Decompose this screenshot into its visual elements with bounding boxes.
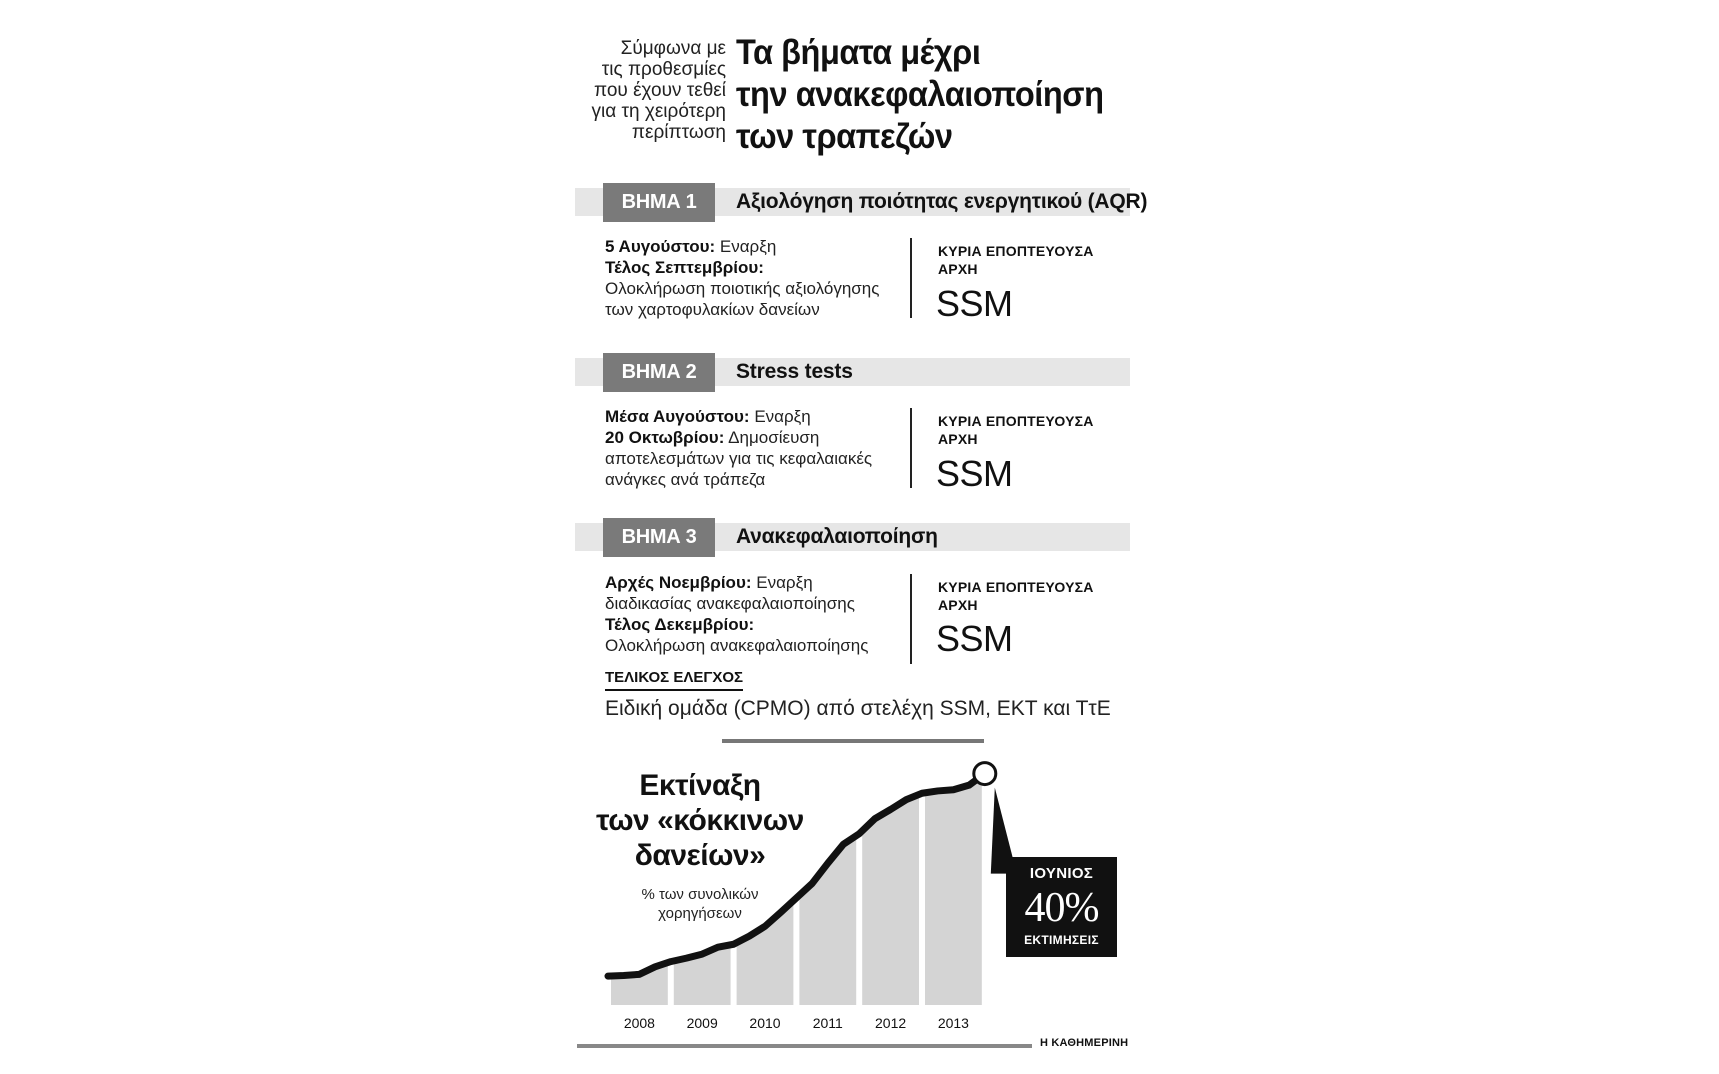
callout-month: ΙΟΥΝΙΟΣ bbox=[1029, 865, 1094, 882]
step-3-authority: SSM bbox=[936, 618, 1013, 659]
step-1-authority: SSM bbox=[936, 283, 1013, 324]
intro-line: που έχουν τεθεί bbox=[594, 80, 726, 101]
chart-title-line: Εκτίναξη bbox=[639, 769, 761, 802]
intro-line: για τη χειρότερη bbox=[591, 101, 726, 122]
step-2-authority: SSM bbox=[936, 453, 1013, 494]
chart-title-line: δανείων» bbox=[634, 839, 766, 872]
detail-line: Τέλος Σεπτεμβρίου: bbox=[605, 258, 764, 277]
year-label-2009: 2009 bbox=[686, 1015, 718, 1031]
year-label-2010: 2010 bbox=[749, 1015, 781, 1031]
step-3-tag: ΒΗΜΑ 3 bbox=[603, 518, 715, 557]
end-point-marker bbox=[974, 763, 996, 785]
detail-line: Τέλος Δεκεμβρίου: bbox=[605, 615, 755, 634]
detail-line: διαδικασίας ανακεφαλαιοποίησης bbox=[605, 594, 855, 613]
year-column-2013 bbox=[925, 774, 982, 1005]
detail-line: Ολοκλήρωση ποιοτικής αξιολόγησης bbox=[605, 279, 880, 298]
detail-line: Αρχές Νοεμβρίου: Εναρξη bbox=[605, 573, 813, 592]
step-2-tag: ΒΗΜΑ 2 bbox=[603, 353, 715, 392]
detail-line: 5 Αυγούστου: Εναρξη bbox=[605, 237, 777, 256]
callout-value: 40% bbox=[1024, 885, 1099, 931]
callout-note: ΕΚΤΙΜΗΣΕΙΣ bbox=[1024, 933, 1099, 947]
title-line: Τα βήματα μέχρι bbox=[736, 33, 981, 72]
chart-title bbox=[590, 768, 810, 873]
intro-line: Σύμφωνα με bbox=[620, 38, 726, 59]
title-line: την ανακεφαλαιοποίηση bbox=[736, 75, 1104, 114]
year-labels bbox=[624, 1015, 969, 1031]
detail-line: 20 Οκτωβρίου: Δημοσίευση bbox=[605, 428, 820, 447]
detail-line: αποτελεσμάτων για τις κεφαλαιακές bbox=[605, 449, 873, 468]
step-1-authority-label: ΚΥΡΙΑ ΕΠΟΠΤΕΥΟΥΣΑ ΑΡΧΗ bbox=[938, 243, 1094, 277]
detail-line: των χαρτοφυλακίων δανείων bbox=[605, 300, 820, 319]
step-2-title: Stress tests bbox=[736, 360, 853, 383]
title-line: των τραπεζών bbox=[736, 117, 953, 156]
year-label-2008: 2008 bbox=[623, 1015, 655, 1031]
intro-line: περίπτωση bbox=[631, 122, 726, 143]
step-1-title: Αξιολόγηση ποιότητας ενεργητικού (AQR) bbox=[736, 190, 1148, 213]
source-credit: Η ΚΑΘΗΜΕΡΙΝΗ bbox=[1040, 1037, 1129, 1049]
intro-line: τις προθεσμίες bbox=[601, 59, 726, 80]
detail-line: Ολοκλήρωση ανακεφαλαιοποίησης bbox=[605, 636, 869, 655]
final-check-label: ΤΕΛΙΚΟΣ ΕΛΕΓΧΟΣ bbox=[605, 668, 743, 691]
step-1-tag: ΒΗΜΑ 1 bbox=[603, 183, 715, 222]
step-3-title: Ανακεφαλαιοποίηση bbox=[736, 525, 938, 548]
year-label-2012: 2012 bbox=[875, 1015, 907, 1031]
chart-subtitle: % των συνολικών χορηγήσεων bbox=[641, 886, 759, 922]
detail-line: ανάγκες ανά τράπεζα bbox=[605, 470, 766, 489]
step-3-authority-label: ΚΥΡΙΑ ΕΠΟΠΤΕΥΟΥΣΑ ΑΡΧΗ bbox=[938, 579, 1094, 613]
detail-line: Μέσα Αυγούστου: Εναρξη bbox=[605, 407, 811, 426]
step-2-authority-label: ΚΥΡΙΑ ΕΠΟΠΤΕΥΟΥΣΑ ΑΡΧΗ bbox=[938, 413, 1094, 447]
chart-title-line: των «κόκκινων bbox=[596, 804, 804, 837]
final-check-text: Ειδική ομάδα (CPMO) από στελέχη SSM, ΕΚΤ και ΤτΕ bbox=[605, 697, 1111, 720]
year-label-2013: 2013 bbox=[937, 1015, 969, 1031]
year-label-2011: 2011 bbox=[812, 1015, 843, 1031]
estimate-callout bbox=[1006, 857, 1117, 957]
bottom-rule bbox=[577, 1044, 1032, 1048]
